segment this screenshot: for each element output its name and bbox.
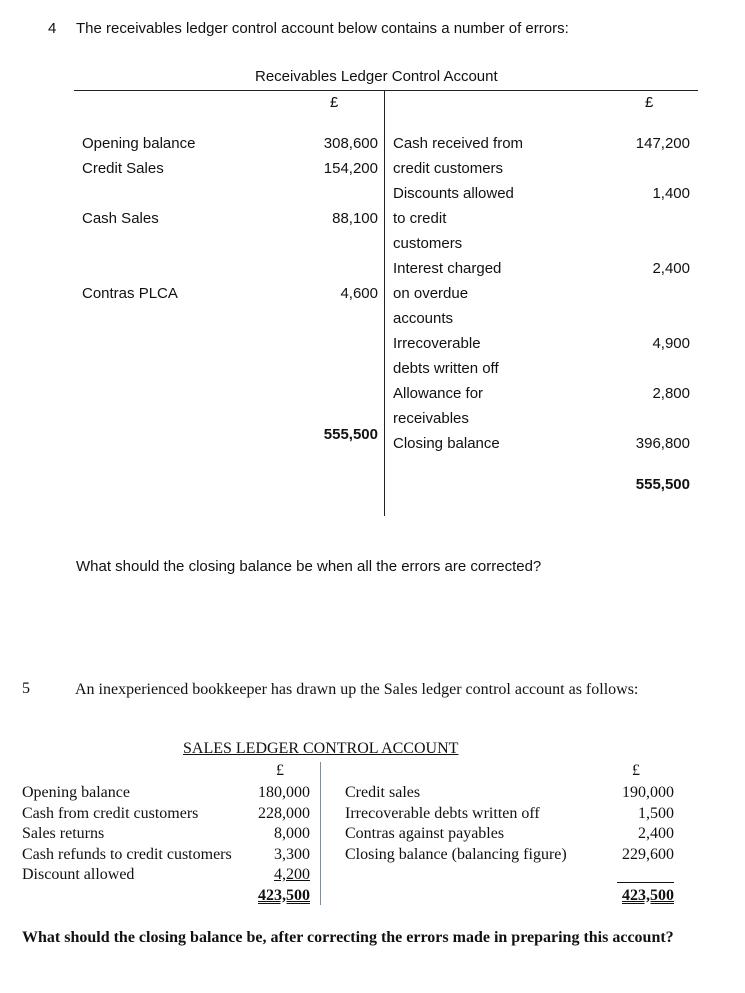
entry-label: Discounts allowed [393, 185, 514, 202]
entry-amount: 2,800 [652, 385, 690, 402]
entry-label: Discount allowed [22, 866, 135, 883]
entry-label: Interest charged [393, 260, 502, 277]
entry-label: Allowance for [393, 385, 484, 402]
entry-label-continuation: debts written off [393, 360, 499, 377]
ledger-row [22, 845, 310, 866]
total-row [393, 472, 690, 497]
ledger-row [82, 131, 378, 156]
ledger-row [345, 845, 674, 866]
account-title: SALES LEDGER CONTROL ACCOUNT [183, 740, 459, 757]
entry-amount: 396,800 [635, 435, 690, 452]
ledger-row [393, 131, 690, 156]
question-number: 5 [22, 680, 30, 697]
debit-currency-header: £ [330, 94, 339, 111]
entry-label: Contras PLCA [82, 285, 178, 302]
ledger-row [393, 381, 690, 406]
entry-amount: 4,600 [340, 285, 378, 302]
entry-label: Closing balance (balancing figure) [345, 845, 567, 863]
entry-amount: 4,200 [274, 866, 310, 883]
entry-amount: 1,400 [652, 185, 690, 202]
t-account-horizontal-rule [74, 90, 698, 91]
ledger-row [82, 281, 378, 306]
entry-amount: 4,900 [652, 335, 690, 352]
entry-label: Opening balance [82, 135, 196, 152]
question-prompt: What should the closing balance be when all the errors are corrected? [76, 558, 542, 575]
t-account-vertical-rule [320, 762, 321, 905]
entry-label: Contras against payables [345, 825, 505, 842]
credit-side [345, 783, 674, 906]
debit-side [82, 131, 378, 447]
entry-label: Credit sales [345, 784, 421, 801]
entry-amount: 147,200 [635, 135, 690, 152]
question-prompt: What should the closing balance be, after correcting the errors made in preparing this account? [22, 929, 674, 946]
question-number: 4 [48, 20, 57, 37]
entry-label: Cash from credit customers [22, 804, 199, 822]
ledger-row [22, 783, 310, 804]
total-row [345, 886, 674, 907]
t-account-vertical-rule [384, 91, 385, 516]
entry-amount: 190,000 [622, 784, 674, 801]
ledger-row [22, 824, 310, 845]
entry-label: Sales returns [22, 825, 105, 842]
entry-label-continuation: accounts [393, 310, 454, 327]
entry-label: Credit Sales [82, 160, 164, 177]
entry-label-continuation: receivables [393, 410, 469, 427]
entry-amount: 3,300 [274, 845, 310, 863]
total-row [82, 422, 378, 447]
debit-total: 423,500 [258, 886, 310, 904]
ledger-row [345, 824, 674, 845]
ledger-row [82, 156, 378, 206]
entry-label: Closing balance [393, 435, 500, 452]
credit-currency-header: £ [645, 94, 654, 111]
ledger-row [393, 256, 690, 281]
total-row [22, 886, 310, 907]
question-intro: The receivables ledger control account below contains a number of errors: [76, 20, 569, 37]
entry-amount: 229,600 [622, 845, 674, 863]
debit-total: 555,500 [323, 426, 378, 443]
entry-amount: 1,500 [638, 804, 674, 822]
question-intro: An inexperienced bookkeeper has drawn up the Sales ledger control account as follows: [75, 681, 639, 698]
ledger-row [345, 804, 674, 825]
ledger-row [22, 865, 310, 886]
entry-amount: 88,100 [332, 210, 378, 227]
entry-label: Irrecoverable [393, 335, 481, 352]
entry-amount: 180,000 [258, 784, 310, 801]
entry-label: Opening balance [22, 784, 130, 801]
ledger-row [393, 431, 690, 456]
debit-side [22, 783, 310, 906]
ledger-row [22, 804, 310, 825]
account-title: Receivables Ledger Control Account [255, 68, 498, 85]
entry-label-continuation: customers [393, 235, 463, 252]
entry-amount: 154,200 [323, 160, 378, 177]
entry-label-continuation: to credit [393, 210, 447, 227]
credit-total: 555,500 [635, 476, 690, 493]
entry-label-continuation: credit customers [393, 160, 504, 177]
ledger-row [345, 783, 674, 804]
entry-amount: 8,000 [274, 825, 310, 842]
entry-label-continuation: on overdue [393, 285, 469, 302]
entry-amount: 228,000 [258, 804, 310, 822]
entry-label: Irrecoverable debts written off [345, 804, 540, 822]
ledger-row [393, 181, 690, 206]
entry-label: Cash received from [393, 135, 524, 152]
credit-total: 423,500 [622, 886, 674, 904]
ledger-row [393, 331, 690, 356]
subtotal-rule [617, 882, 674, 883]
entry-amount: 2,400 [638, 825, 674, 842]
entry-label: Cash Sales [82, 210, 159, 227]
entry-label: Cash refunds to credit customers [22, 845, 232, 863]
entry-amount: 308,600 [323, 135, 378, 152]
entry-amount: 2,400 [652, 260, 690, 277]
ledger-row [82, 206, 378, 231]
debit-currency-header: £ [276, 762, 284, 779]
credit-currency-header: £ [632, 762, 640, 779]
credit-side [393, 131, 690, 497]
